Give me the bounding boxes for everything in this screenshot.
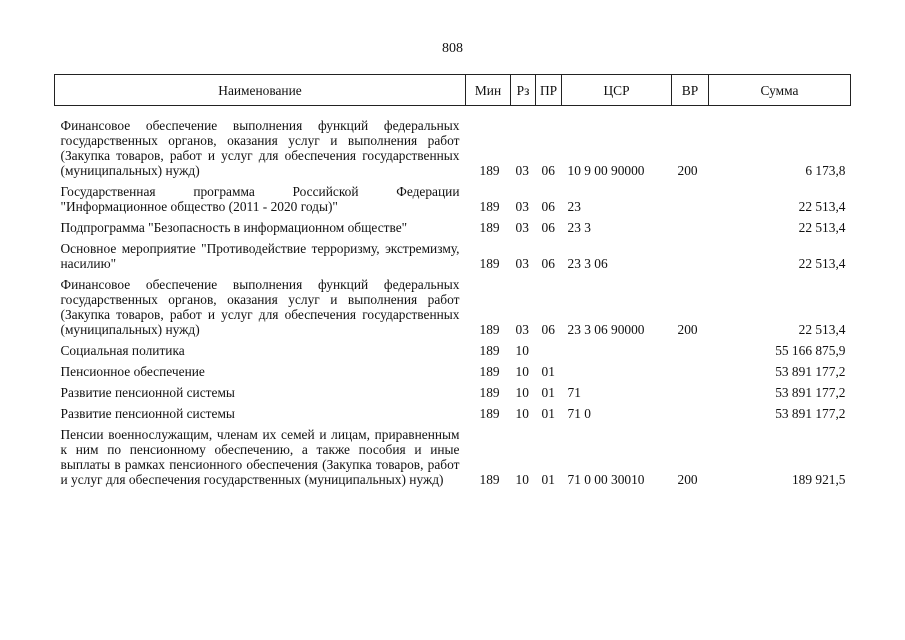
row-name: Подпрограмма "Безопасность в информационном обществе"	[60, 220, 408, 235]
row-name: Развитие пенсионной системы	[60, 406, 235, 421]
table-row	[55, 358, 851, 379]
row-min: 189	[479, 163, 500, 178]
row-csr: 23 3	[567, 220, 591, 235]
row-csr: 10 9 00 90000	[567, 163, 645, 178]
row-sum: 189 921,5	[791, 472, 846, 487]
row-rz: 03	[515, 199, 529, 214]
row-name: Финансовое обеспечение выполнения функций федеральных государственных органов, оказания услуг и выполнения работ (Закупка товаров, работ и услуг для обеспечения государственных (муниципальных) нужд)	[60, 118, 460, 178]
row-vr: 200	[677, 163, 698, 178]
row-pr: 01	[541, 472, 555, 487]
row-sum: 55 166 875,9	[775, 343, 846, 358]
row-rz: 10	[515, 406, 529, 421]
budget-table	[54, 74, 851, 487]
table-row	[55, 421, 851, 487]
row-name: Государственная программа Российской Федерации "Информационное общество (2011 - 2020 годы)"	[60, 184, 460, 214]
row-csr	[562, 337, 672, 358]
table-body	[55, 106, 851, 488]
row-csr: 71 0 00 30010	[567, 472, 645, 487]
row-sum: 53 891 177,2	[775, 406, 846, 421]
row-pr: 06	[541, 163, 555, 178]
table-row	[55, 178, 851, 214]
header-min: Мин	[466, 75, 511, 106]
row-rz: 03	[515, 220, 529, 235]
row-min: 189	[479, 343, 500, 358]
table-row	[55, 235, 851, 271]
header-vr: ВР	[672, 75, 709, 106]
row-sum: 53 891 177,2	[775, 364, 846, 379]
row-pr: 06	[541, 199, 555, 214]
row-vr	[672, 235, 709, 271]
row-pr: 01	[541, 385, 555, 400]
row-csr: 71	[567, 385, 581, 400]
row-min: 189	[479, 256, 500, 271]
row-sum: 6 173,8	[805, 163, 846, 178]
row-vr	[672, 178, 709, 214]
header-row	[55, 75, 851, 106]
row-vr	[672, 214, 709, 235]
row-rz: 10	[515, 364, 529, 379]
page-number: 808	[442, 41, 463, 56]
row-name: Основное мероприятие "Противодействие терроризму, экстремизму, насилию"	[60, 241, 460, 271]
row-pr: 01	[541, 406, 555, 421]
table-row	[55, 337, 851, 358]
row-sum: 53 891 177,2	[775, 385, 846, 400]
row-pr: 01	[541, 364, 555, 379]
row-rz: 03	[515, 256, 529, 271]
table-row	[55, 379, 851, 400]
row-vr: 200	[677, 322, 698, 337]
row-csr	[562, 358, 672, 379]
row-vr	[672, 358, 709, 379]
row-min: 189	[479, 385, 500, 400]
header-pr: ПР	[536, 75, 562, 106]
row-rz: 10	[515, 385, 529, 400]
row-rz: 10	[515, 472, 529, 487]
row-name: Развитие пенсионной системы	[60, 385, 235, 400]
header-sum: Сумма	[709, 75, 851, 106]
row-pr: 06	[541, 256, 555, 271]
row-pr: 06	[541, 322, 555, 337]
row-name: Пенсии военнослужащим, членам их семей и лицам, приравненным к ним по пенсионному обеспечению, а также пособия и иные выплаты в рамках пенсионного обеспечения (Закупка товаров, работ и услуг для обеспечения государственных (муниципальных) нужд)	[60, 427, 460, 487]
row-csr: 23 3 06 90000	[567, 322, 645, 337]
row-name: Социальная политика	[60, 343, 185, 358]
row-csr: 23	[567, 199, 581, 214]
row-min: 189	[479, 406, 500, 421]
table-row	[55, 400, 851, 421]
row-min: 189	[479, 364, 500, 379]
row-name: Пенсионное обеспечение	[60, 364, 205, 379]
row-vr	[672, 379, 709, 400]
row-sum: 22 513,4	[798, 220, 846, 235]
row-sum: 22 513,4	[798, 199, 846, 214]
header-csr: ЦСР	[562, 75, 672, 106]
header-rz: Рз	[511, 75, 536, 106]
row-sum: 22 513,4	[798, 256, 846, 271]
row-sum: 22 513,4	[798, 322, 846, 337]
row-min: 189	[479, 199, 500, 214]
row-name: Финансовое обеспечение выполнения функций федеральных государственных органов, оказания услуг и выполнения работ (Закупка товаров, работ и услуг для обеспечения государственных (муниципальных) нужд)	[60, 277, 460, 337]
table-row	[55, 112, 851, 178]
header-name: Наименование	[55, 75, 466, 106]
row-rz: 03	[515, 322, 529, 337]
table-row	[55, 271, 851, 337]
row-pr	[536, 337, 562, 358]
row-csr: 71 0	[567, 406, 591, 421]
row-vr	[672, 400, 709, 421]
row-min: 189	[479, 472, 500, 487]
row-csr: 23 3 06	[567, 256, 608, 271]
row-vr: 200	[677, 472, 698, 487]
row-min: 189	[479, 322, 500, 337]
row-pr: 06	[541, 220, 555, 235]
row-rz: 03	[515, 163, 529, 178]
row-min: 189	[479, 220, 500, 235]
row-vr	[672, 337, 709, 358]
row-rz: 10	[515, 343, 529, 358]
table-row	[55, 214, 851, 235]
table-header	[55, 75, 851, 106]
